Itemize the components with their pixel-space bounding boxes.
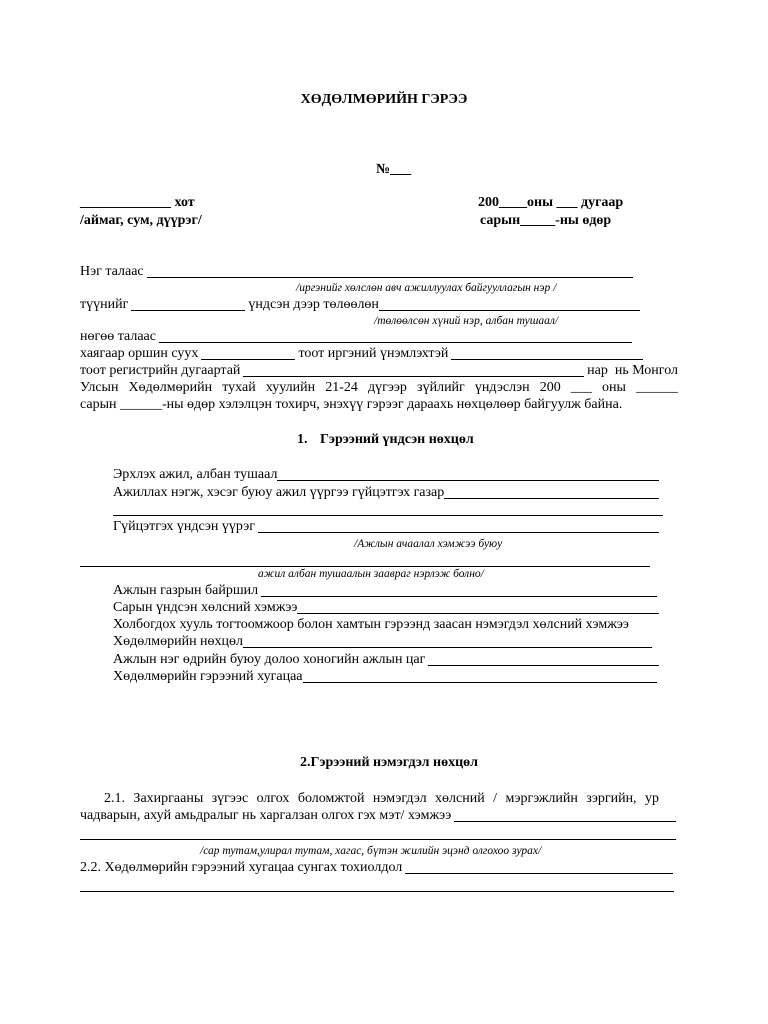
work-location-blank [261, 596, 657, 597]
contract-date-day: сарын_____-ны өдөр [480, 213, 612, 228]
main-duties-label: Гүйцэтгэх үндсэн үүрэг [113, 519, 256, 534]
employee-name-blank [159, 342, 632, 343]
clause-2-1-note: /сар тутам,улирал тутам, хагас, бүтэн жилийн эцэнд олгохоо зурах/ [200, 845, 542, 857]
employer-line [80, 264, 633, 280]
working-conditions-blank [243, 647, 652, 648]
parties-suffix: нар нь Монгол [587, 363, 678, 378]
contract-number: №___ [376, 162, 412, 177]
work-unit-label: Ажиллах нэгж, хэсэг буюу ажил үүргээ гүйцэтгэх газар [113, 485, 445, 500]
address-label: хаягаар оршин суух [80, 346, 199, 361]
working-conditions-line [113, 634, 652, 650]
clause-2-1-continuation-line [80, 826, 676, 842]
work-location-line [113, 583, 657, 599]
contract-term-line [113, 669, 657, 685]
representative-name-blank [379, 310, 640, 311]
agreement-statement: сарын ______-ны өдөр хэлэлцэн тохирч, энэхүү гэрээг дараахь нөхцөлөөр байгуулж байна. [80, 397, 623, 412]
work-location-label: Ажлын газрын байршил [113, 583, 259, 598]
contract-date-year-month: 200____оны ___ дугаар [478, 195, 624, 210]
additional-wage-label: Холбогдох хууль тогтоомжоор болон хамтын гэрээнд заасан нэмэгдэл хөлсний хэмжээ [113, 617, 629, 632]
work-unit-blank [444, 498, 659, 499]
position-label: Эрхлэх ажил, албан тушаал [113, 467, 278, 482]
extension-case-blank [405, 873, 673, 874]
register-line [80, 363, 678, 379]
monthly-wage-line [113, 600, 659, 616]
working-conditions-label: Хөдөлмөрийн нөхцөл [113, 634, 244, 649]
representative-label-b: үндсэн дээр төлөөлөн [248, 297, 379, 312]
clause-2-2-continuation-blank [80, 891, 674, 892]
contract-term-blank [303, 682, 658, 683]
clause-2-2-line [80, 860, 673, 876]
clause-2-1-line-2-label: чадварын, ахуй амьдралыг нь харгалзан олгох гэх мэт/ хэмжээ [80, 808, 452, 823]
section-1-number: 1. [297, 432, 308, 447]
work-unit-line [113, 485, 659, 501]
main-duties-continuation-line [80, 553, 650, 569]
section-1-title: Гэрээний үндсэн нөхцөл [320, 432, 474, 447]
representative-line [80, 297, 640, 313]
additional-wage-amount-blank [454, 821, 676, 822]
clause-2-1-continuation-blank [80, 839, 676, 840]
work-unit-continuation-line [113, 502, 663, 518]
section-2-heading: 2.Гэрээний нэмэгдэл нөхцөл [300, 755, 479, 770]
representation-basis-blank [131, 310, 245, 311]
main-duties-blank [258, 532, 659, 533]
position-blank [277, 480, 659, 481]
monthly-wage-blank [297, 613, 659, 614]
work-unit-continuation-blank [113, 515, 663, 516]
position-line [113, 467, 659, 483]
section-1-heading [297, 432, 474, 448]
main-duties-note-2: ажил албан тушаалын заавраг нэрлэж болно/ [258, 568, 484, 580]
clause-2-1-line-2 [80, 808, 676, 824]
employee-label: нөгөө талаас [80, 329, 156, 344]
register-label: тоот регистрийн дугаартай [80, 363, 241, 378]
employer-note: /иргэнийг хөлслөн авч ажиллуулах байгууллагын нэр / [296, 282, 557, 294]
address-blank [201, 359, 295, 360]
working-hours-label: Ажлын нэг өдрийн буюу долоо хоногийн ажлын цаг [113, 652, 426, 667]
id-card-label: тоот иргэний үнэмлэхтэй [298, 346, 449, 361]
employer-label: Нэг талаас [80, 264, 144, 279]
legal-basis-line: Улсын Хөдөлмөрийн тухай хуулийн 21-24 дүгээр зүйлийг үндэслэн 200 ___ оны ______ [80, 380, 678, 395]
representative-label-a: түүнийг [80, 297, 129, 312]
contract-place: _____________ хот [80, 195, 195, 210]
monthly-wage-label: Сарын үндсэн хөлсний хэмжээ [113, 600, 298, 615]
register-number-blank [243, 376, 584, 377]
employer-name-blank [147, 277, 633, 278]
contract-place-note: /аймаг, сум, дүүрэг/ [80, 213, 202, 228]
document-title: ХӨДӨЛМӨРИЙН ГЭРЭЭ [300, 92, 468, 107]
main-duties-continuation-blank [80, 566, 650, 567]
address-line [80, 346, 643, 362]
clause-2-2-label: 2.2. Хөдөлмөрийн гэрээний хугацаа сунгах тохиолдол [80, 860, 403, 875]
employee-line [80, 329, 632, 345]
working-hours-line [113, 652, 659, 668]
main-duties-line [113, 519, 659, 535]
main-duties-note-1: /Ажлын ачаалал хэмжээ буюу [354, 538, 503, 550]
contract-term-label: Хөдөлмөрийн гэрээний хугацаа [113, 669, 303, 684]
id-card-blank [451, 359, 643, 360]
clause-2-2-continuation-line [80, 878, 674, 894]
working-hours-blank [428, 665, 659, 666]
representative-note: /төлөөлсөн хүний нэр, албан тушаал/ [374, 315, 559, 327]
clause-2-1-line-1: 2.1. Захиргааны зүгээс олгох боломжтой нэмэгдэл хөлсний / мэргэжлийн зэргийн, ур [104, 791, 659, 806]
